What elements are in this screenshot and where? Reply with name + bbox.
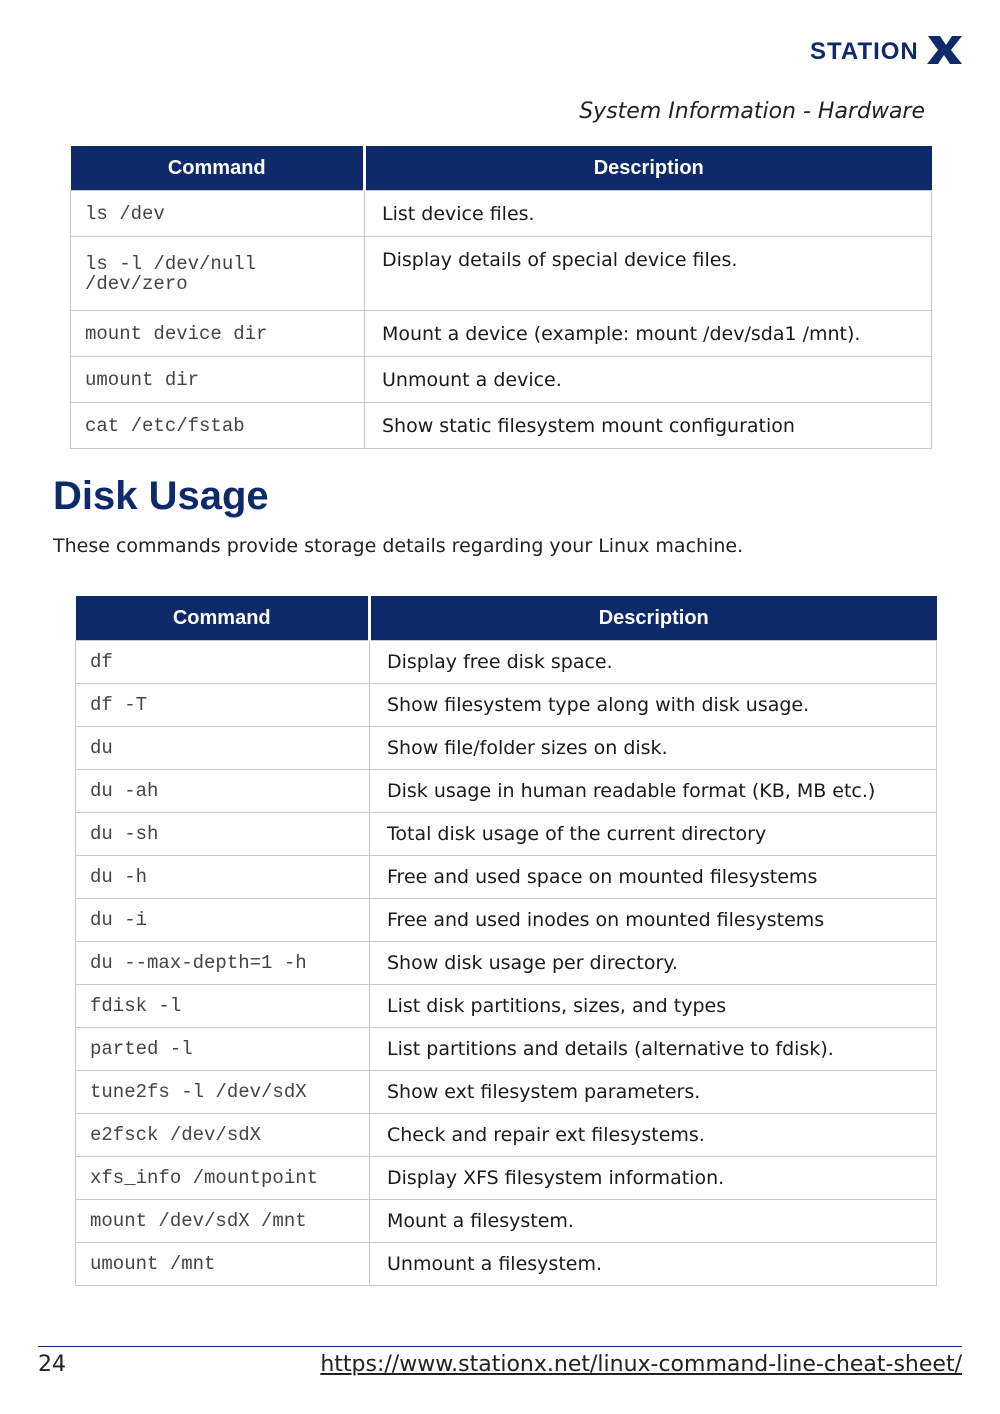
command-cell: du — [76, 727, 370, 770]
command-cell: cat /etc/fstab — [71, 403, 365, 449]
command-cell: du --max-depth=1 -h — [76, 942, 370, 985]
table-row — [76, 727, 937, 770]
command-cell: umount /mnt — [76, 1243, 370, 1286]
command-cell: mount /dev/sdX /mnt — [76, 1200, 370, 1243]
table-row — [76, 1071, 937, 1114]
running-section-title: System Information - Hardware — [579, 99, 925, 124]
table-row — [76, 1200, 937, 1243]
stationx-logo-mark — [810, 34, 962, 66]
section-heading-disk-usage: Disk Usage — [53, 474, 269, 518]
description-cell: Show file/folder sizes on disk. — [370, 727, 937, 770]
table-row — [76, 1243, 937, 1286]
command-cell: ls -l /dev/null /dev/zero — [71, 237, 365, 311]
description-cell: Display details of special device files. — [365, 237, 932, 311]
description-cell: Mount a filesystem. — [370, 1200, 937, 1243]
command-cell: umount dir — [71, 357, 365, 403]
command-cell: e2fsck /dev/sdX — [76, 1114, 370, 1157]
command-cell: ls /dev — [71, 191, 365, 237]
description-cell: Total disk usage of the current directory — [370, 813, 937, 856]
table-row — [76, 985, 937, 1028]
table-header-row — [76, 596, 937, 641]
table-row — [76, 1157, 937, 1200]
table-row — [76, 856, 937, 899]
command-cell: du -h — [76, 856, 370, 899]
command-cell: fdisk -l — [76, 985, 370, 1028]
column-header-command: Command — [76, 596, 370, 641]
description-cell: List partitions and details (alternative to fdisk). — [370, 1028, 937, 1071]
description-cell: Check and repair ext filesystems. — [370, 1114, 937, 1157]
description-cell: Display XFS filesystem information. — [370, 1157, 937, 1200]
table-row — [76, 813, 937, 856]
command-cell: du -sh — [76, 813, 370, 856]
command-cell: tune2fs -l /dev/sdX — [76, 1071, 370, 1114]
table-row — [76, 770, 937, 813]
table-row — [71, 191, 932, 237]
table-row — [71, 357, 932, 403]
description-cell: Unmount a filesystem. — [370, 1243, 937, 1286]
description-cell: Show disk usage per directory. — [370, 942, 937, 985]
section-intro: These commands provide storage details regarding your Linux machine. — [53, 535, 744, 557]
description-cell: List device files. — [365, 191, 932, 237]
description-cell: Disk usage in human readable format (KB, MB etc.) — [370, 770, 937, 813]
stationx-logo — [810, 34, 962, 66]
description-cell: Mount a device (example: mount /dev/sda1 /mnt). — [365, 311, 932, 357]
footer-url-link[interactable]: https://www.stationx.net/linux-command-line-cheat-sheet/ — [320, 1352, 962, 1377]
svg-text:STATION: STATION — [810, 38, 919, 65]
table-header-row — [71, 146, 932, 191]
command-cell: xfs_info /mountpoint — [76, 1157, 370, 1200]
description-cell: Free and used space on mounted filesystems — [370, 856, 937, 899]
command-cell: parted -l — [76, 1028, 370, 1071]
command-cell: df -T — [76, 684, 370, 727]
column-header-description: Description — [365, 146, 932, 191]
table-row — [71, 237, 932, 311]
command-cell: df — [76, 641, 370, 684]
footer-divider — [38, 1346, 962, 1347]
table-row — [76, 899, 937, 942]
command-cell: mount device dir — [71, 311, 365, 357]
description-cell: Unmount a device. — [365, 357, 932, 403]
table-row — [76, 1028, 937, 1071]
description-cell: Show filesystem type along with disk usage. — [370, 684, 937, 727]
column-header-description: Description — [370, 596, 937, 641]
device-commands-table — [70, 146, 932, 449]
description-cell: Display free disk space. — [370, 641, 937, 684]
disk-usage-commands-table — [75, 596, 937, 1286]
table-row — [76, 1114, 937, 1157]
command-cell: du -ah — [76, 770, 370, 813]
description-cell: Show static filesystem mount configuration — [365, 403, 932, 449]
table-row — [71, 403, 932, 449]
table-row — [71, 311, 932, 357]
table-row — [76, 684, 937, 727]
command-cell: du -i — [76, 899, 370, 942]
description-cell: List disk partitions, sizes, and types — [370, 985, 937, 1028]
table-row — [76, 641, 937, 684]
page-number: 24 — [38, 1352, 66, 1377]
description-cell: Show ext filesystem parameters. — [370, 1071, 937, 1114]
column-header-command: Command — [71, 146, 365, 191]
table-row — [76, 942, 937, 985]
description-cell: Free and used inodes on mounted filesystems — [370, 899, 937, 942]
